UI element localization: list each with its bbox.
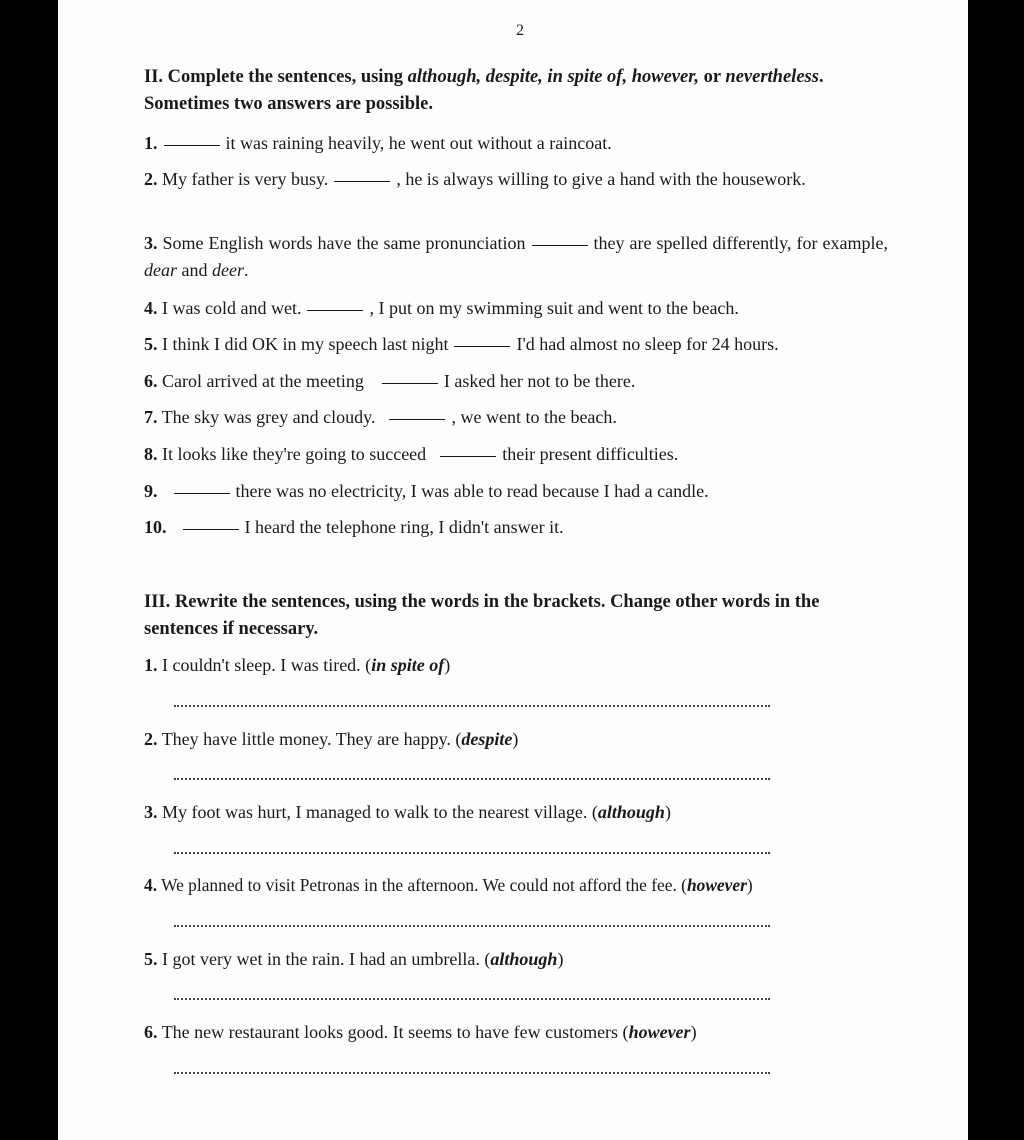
- exercise-2-item-7: 7. The sky was grey and cloudy. , we went to the beach.: [144, 407, 617, 427]
- answer-blank[interactable]: [183, 528, 239, 530]
- exercise-3-item-5: 5. I got very wet in the rain. I had an umbrella. (although): [144, 949, 564, 969]
- answer-blank[interactable]: [382, 382, 438, 384]
- answer-blank[interactable]: [389, 418, 445, 420]
- exercise-2-item-6: 6. Carol arrived at the meeting I asked her not to be there.: [144, 371, 636, 391]
- answer-blank[interactable]: [164, 144, 220, 146]
- worksheet-page: [58, 0, 968, 1140]
- exercise-2-item-3: 3. Some English words have the same pronunciation they are spelled differently, for example, dear and deer.: [144, 233, 888, 280]
- page-number: 2: [516, 22, 524, 39]
- answer-line[interactable]: [174, 925, 770, 927]
- answer-line[interactable]: [174, 852, 770, 854]
- exercise-3-item-2: 2. They have little money. They are happy. (despite): [144, 729, 519, 749]
- exercise-3-item-1: 1. I couldn't sleep. I was tired. (in spite of): [144, 655, 451, 675]
- answer-blank[interactable]: [334, 180, 390, 182]
- answer-line[interactable]: [174, 1072, 770, 1074]
- exercise-2-item-4: 4. I was cold and wet. , I put on my swimming suit and went to the beach.: [144, 298, 739, 318]
- answer-blank[interactable]: [440, 455, 496, 457]
- answer-blank[interactable]: [532, 244, 588, 246]
- answer-line[interactable]: [174, 998, 770, 1000]
- exercise-2-item-1: 1. it was raining heavily, he went out without a raincoat.: [144, 133, 612, 153]
- answer-line[interactable]: [174, 778, 770, 780]
- exercise-2-item-2: 2. My father is very busy. , he is always willing to give a hand with the housework.: [144, 169, 806, 189]
- answer-blank[interactable]: [174, 492, 230, 494]
- exercise-3-item-3: 3. My foot was hurt, I managed to walk to the nearest village. (although): [144, 802, 671, 822]
- answer-line[interactable]: [174, 705, 770, 707]
- exercise-3-item-6: 6. The new restaurant looks good. It seems to have few customers (however): [144, 1022, 697, 1042]
- exercise-2-item-10: 10. I heard the telephone ring, I didn't answer it.: [144, 517, 564, 537]
- section-3-heading: III. Rewrite the sentences, using the words in the brackets. Change other words in the sentences if necessary.: [144, 592, 820, 639]
- exercise-2-item-5: 5. I think I did OK in my speech last night I'd had almost no sleep for 24 hours.: [144, 334, 779, 354]
- exercise-2-item-9: 9. there was no electricity, I was able to read because I had a candle.: [144, 481, 709, 501]
- section-2-heading: II. Complete the sentences, using although, despite, in spite of, however, or nevertheless. Sometimes two answers are possible.: [144, 67, 824, 114]
- answer-blank[interactable]: [307, 309, 363, 311]
- exercise-2-item-8: 8. It looks like they're going to succeed their present difficulties.: [144, 444, 679, 464]
- exercise-3-item-4: 4. We planned to visit Petronas in the afternoon. We could not afford the fee. (however): [144, 875, 753, 895]
- answer-blank[interactable]: [454, 345, 510, 347]
